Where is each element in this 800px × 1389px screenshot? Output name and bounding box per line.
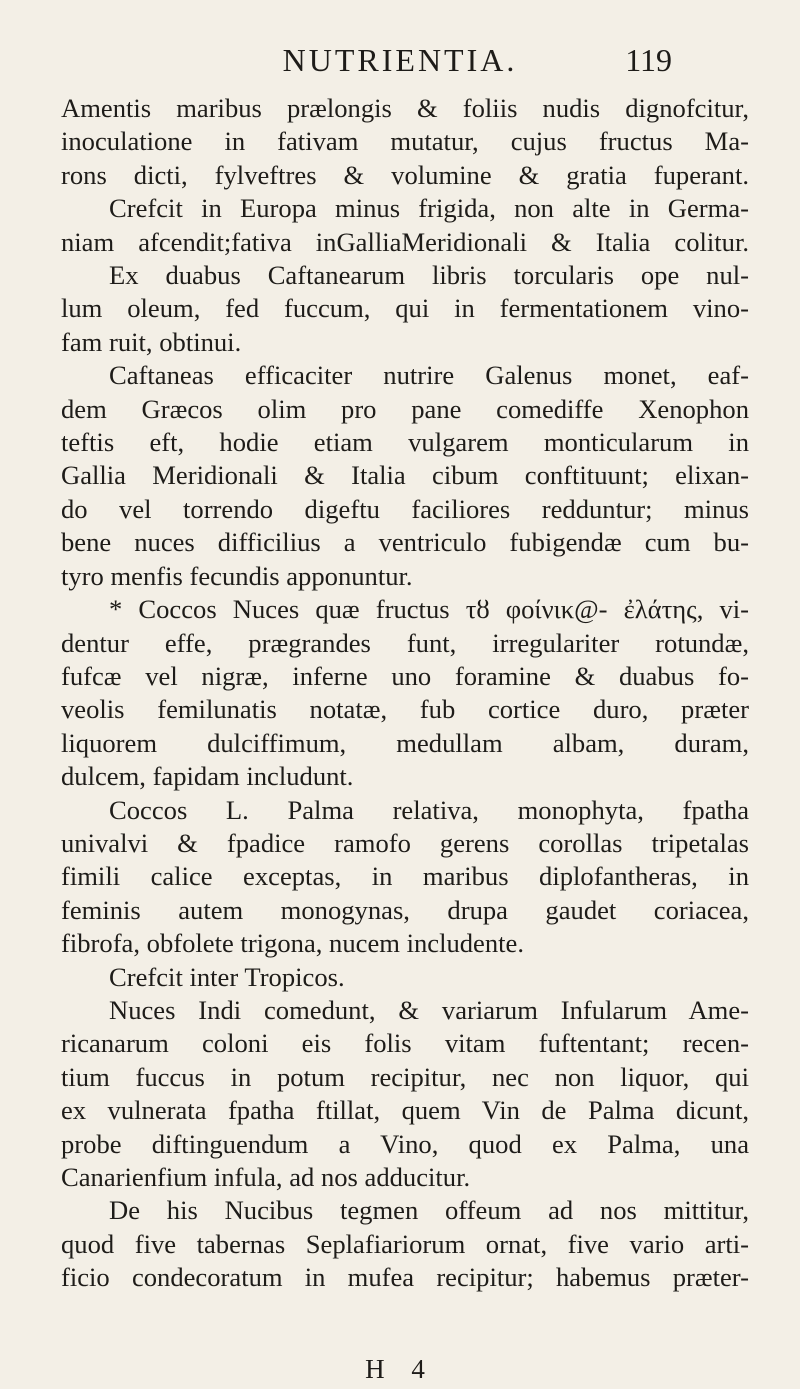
text-line: inoculatione in fativam mutatur, cujus fructus Ma-	[61, 126, 749, 157]
text-line: dentur effe, prægrandes funt, irregulariter rotundæ,	[61, 627, 749, 658]
text-line: rons dicti, fylveftres & volumine & gratia fuperant.	[61, 159, 749, 190]
text-line: veolis femilunatis notatæ, fub cortice duro, præter	[61, 694, 749, 725]
text-line: univalvi & fpadice ramofo gerens corollas tripetalas	[61, 827, 749, 858]
running-title: NUTRIENTIA.	[282, 42, 518, 78]
text-line: bene nuces difficilius a ventriculo fubigendæ cum bu-	[61, 527, 749, 558]
text-line: Canarienfium infula, ad nos adducitur.	[61, 1162, 471, 1192]
text-line: Crefcit in Europa minus frigida, non alte in Germa-	[109, 193, 749, 224]
text-line: Crefcit inter Tropicos.	[109, 961, 345, 992]
text-line: Gallia Meridionali & Italia cibum conftituunt; elixan-	[61, 460, 749, 491]
body-text	[61, 92, 749, 1295]
text-line: fibrofa, obfolete trigona, nucem includente.	[61, 928, 525, 959]
text-line: tyro menfis fecundis apponuntur.	[61, 560, 413, 591]
text-line: probe diftinguendum a Vino, quod ex Palma, una	[61, 1128, 749, 1159]
text-line: Amentis maribus prælongis & foliis nudis dignofcitur,	[61, 93, 749, 123]
page-number: 119	[625, 42, 672, 78]
text-line: teftis eft, hodie etiam vulgarem monticularum in	[61, 427, 749, 458]
text-line: dem Græcos olim pro pane comediffe Xenophon	[61, 393, 749, 424]
text-line: do vel torrendo digeftu faciliores redduntur; minus	[61, 493, 749, 524]
text-line: fufcæ vel nigræ, inferne uno foramine & duabus fo-	[61, 660, 749, 691]
text-line: quod five tabernas Seplafiariorum ornat, five vario arti-	[61, 1228, 749, 1259]
text-line: ficio condecoratum in mufea recipitur; habemus præter-	[61, 1262, 749, 1293]
text-line: De his Nucibus tegmen offeum ad nos mittitur,	[109, 1195, 749, 1226]
text-line: fam ruit, obtinui.	[61, 326, 242, 357]
page-header	[0, 38, 800, 82]
text-line: Caftaneas efficaciter nutrire Galenus monet, eaf-	[109, 360, 749, 391]
text-line: liquorem dulciffimum, medullam albam, duram,	[61, 727, 749, 758]
text-line: Ex duabus Caftanearum libris torcularis ope nul-	[109, 260, 749, 291]
text-line: feminis autem monogynas, drupa gaudet coriacea,	[61, 894, 749, 925]
text-line: tium fuccus in potum recipitur, nec non liquor, qui	[61, 1061, 749, 1092]
text-line: Coccos L. Palma relativa, monophyta, fpatha	[109, 794, 749, 825]
signature-mark	[0, 1354, 800, 1385]
text-line: ricanarum coloni eis folis vitam fuftentant; recen-	[61, 1028, 749, 1059]
text-line: lum oleum, fed fuccum, qui in fermentationem vino-	[61, 293, 749, 324]
text-line: Nuces Indi comedunt, & variarum Infularum Ame-	[109, 994, 749, 1025]
text-line: niam afcendit;fativa inGalliaMeridionali & Italia colitur.	[61, 226, 749, 257]
text-line: fimili calice exceptas, in maribus diplofantheras, in	[61, 861, 749, 892]
text-line: ex vulnerata fpatha ftillat, quem Vin de Palma dicunt,	[61, 1095, 749, 1126]
text-line: dulcem, fapidam includunt.	[61, 761, 354, 792]
signature-text: H 4	[365, 1354, 435, 1384]
text-line: * Coccos Nuces quæ fructus τȣ φοίνικ@- ἐλάτης, vi-	[109, 594, 749, 625]
